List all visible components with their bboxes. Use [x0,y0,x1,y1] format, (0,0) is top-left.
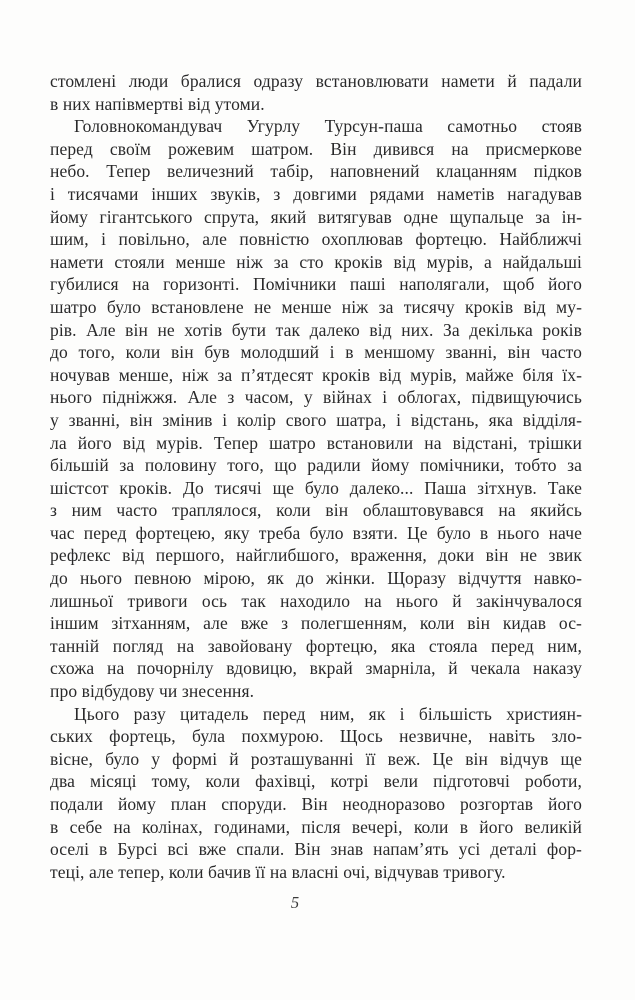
text-block [50,70,582,883]
text-line: подали йому план споруди. Він неодноразово розгортав його [50,794,582,814]
text-line: Головнокомандувач Угурлу Турсун-паша самотньо стояв [74,116,582,137]
paragraph [50,703,582,884]
text-line: рів. Але він не хотів бути так далеко від них. За декілька років [50,319,582,340]
paragraph [50,70,582,115]
text-line: у званні, він змінив і колір свого шатра, і відстань, яка відділя- [50,409,582,430]
text-line: шим, і повільно, але повністю охоплював фортецю. Найближчі [50,229,582,250]
text-line: час перед фортецею, яку треба було взяти. Це було в нього наче [50,522,582,543]
text-line: до того, коли він був молодший і в меншому званні, він часто [50,342,582,363]
paragraph [50,115,582,702]
text-line: про відбудову чи знесення. [50,681,255,702]
text-line: іншим зітханням, але вже з полегшенням, коли він кидав ос- [50,613,582,634]
text-line: шістсот кроків. До тисячі ще було далеко... Паша зітхнув. Таке [50,477,582,498]
text-line: Цього разу цитадель перед ним, як і більшість християн- [74,703,582,724]
text-line: до нього певною мірою, як до жінки. Щоразу відчуття навко- [50,568,582,589]
text-line: шатро було встановлене не менше ніж за тисячу кроків від му- [50,296,582,317]
text-line: і тисячами інших звуків, з довгими рядами наметів нагадував [50,183,582,204]
text-line: вісне, було у формі й розташуванні її веж. Це він відчув ще [50,748,582,769]
text-line: теці, але тепер, коли бачив її на власні очі, відчував тривогу. [50,861,506,882]
text-line: лишньої тривоги ось так находило на нього й закінчувалося [50,590,582,611]
text-line: два місяці тому, коли фахівці, котрі вели підготовчі роботи, [50,771,582,792]
text-line: нього підніжжя. Але з часом, у війнах і облогах, підвищуючись [50,387,582,408]
text-line: губилися на горизонті. Помічники паші наполягали, щоб його [50,274,582,295]
text-line: ла його від мурів. Тепер шатро встановили на відстані, трішки [50,432,582,453]
text-line: ських фортець, була похмурою. Щось незвичне, навіть зло- [50,726,582,747]
text-line: ночував менше, ніж за п’ятдесят кроків від мурів, майже біля їх- [50,364,582,385]
text-line: намети стояли менше ніж за сто кроків від мурів, а найдальші [50,251,582,272]
text-line: більшій за половину того, що радили йому помічники, тобто за [50,455,582,476]
text-line: в себе на колінах, годинами, після вечері, коли в його великій [50,816,582,837]
text-line: танній погляд на завойовану фортецю, яка стояла перед ним, [50,635,582,656]
page-number: 5 [290,893,300,912]
text-line: перед своїм рожевим шатром. Він дивився на присмеркове [50,138,582,159]
text-line: в них напівмертві від утоми. [50,93,265,114]
text-line: стомлені люди бралися одразу встановлювати намети й падали [50,71,582,91]
text-line: оселі в Бурсі всі вже спали. Він знав напам’ять усі деталі фор- [50,839,582,860]
text-line: рефлекс від першого, найглибшого, враження, доки він не звик [50,545,582,566]
text-line: схожа на почорнілу вдовицю, вкрай змарніла, й чекала наказу [50,658,582,679]
text-line: йому гігантського спрута, який витягував одне щупальце за ін- [50,206,582,227]
text-line: з ним часто траплялося, коли він облаштовувався на якийсь [50,500,582,521]
text-line: небо. Тепер величезний табір, наповнений клацанням підков [50,161,582,182]
